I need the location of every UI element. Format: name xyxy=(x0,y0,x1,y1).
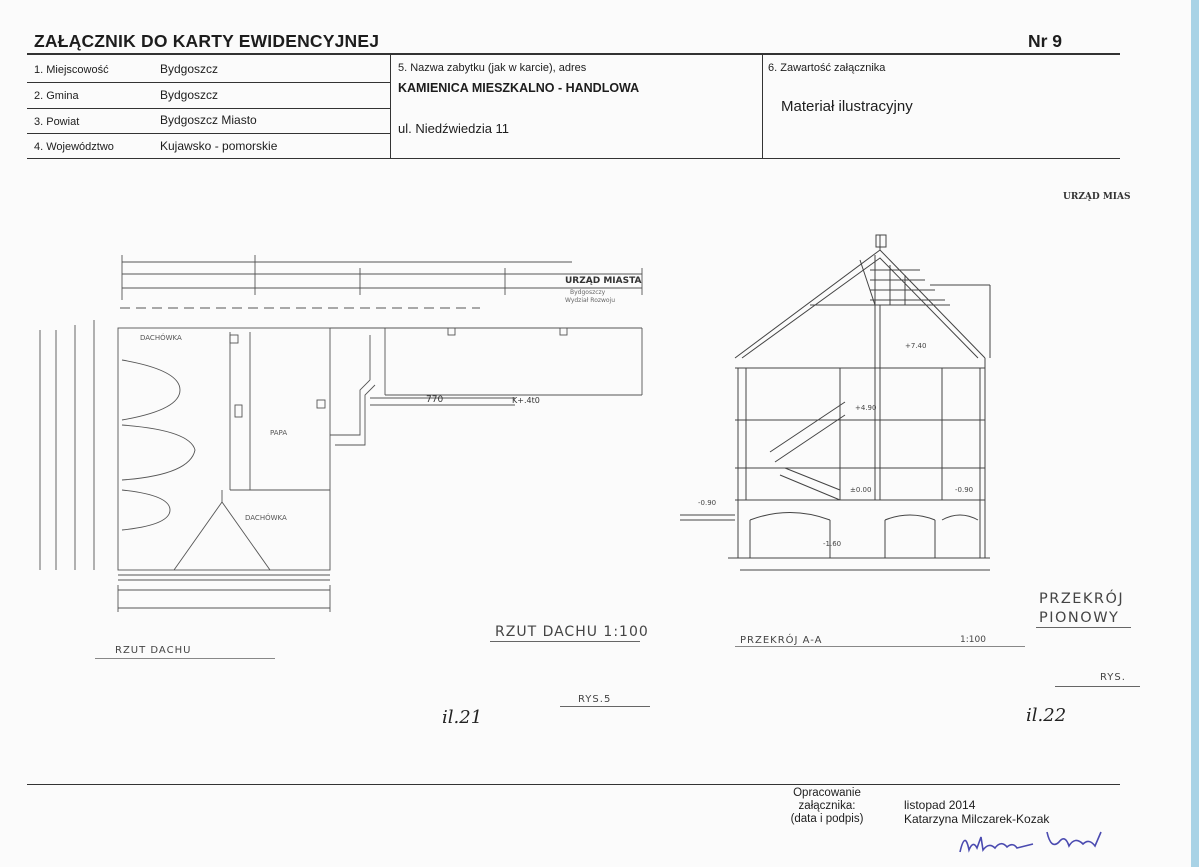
row-divider-1 xyxy=(27,82,390,83)
section-label-rule xyxy=(735,646,1025,647)
left-sheet-title: RZUT DACHU 1:100 xyxy=(495,624,649,640)
svg-text:Wydział Rozwoju: Wydział Rozwoju xyxy=(565,297,616,304)
attachment-content: Materiał ilustracyjny xyxy=(781,98,913,115)
handwritten-signature xyxy=(955,822,1115,862)
field-value-miejscowosc: Bydgoszcz xyxy=(160,62,219,76)
col-divider-1 xyxy=(390,55,391,158)
svg-text:-1.60: -1.60 xyxy=(823,540,842,548)
dim-kt: K+.4t0 xyxy=(512,396,540,405)
section-drawing xyxy=(680,230,1000,580)
right-sheet-number: RYS. xyxy=(1100,672,1126,683)
field-value-wojewodztwo: Kujawsko - pomorskie xyxy=(160,139,278,153)
left-sheet-number-rule xyxy=(560,706,650,707)
footer-author: Katarzyna Milczarek-Kozak xyxy=(904,812,1050,826)
monument-name: KAMIENICA MIESZKALNO - HANDLOWA xyxy=(398,81,640,95)
row-divider-2 xyxy=(27,108,390,109)
footer-rule xyxy=(27,784,1120,785)
section-label: PRZEKRÓJ A-A xyxy=(740,635,823,646)
illustration-number-22: il.22 xyxy=(1026,705,1067,726)
field-value-gmina: Bydgoszcz xyxy=(160,88,219,102)
left-bottom-rule xyxy=(95,658,275,659)
svg-text:PAPA: PAPA xyxy=(270,429,288,437)
header-top-rule xyxy=(27,53,1120,55)
attachment-number: Nr 9 xyxy=(1028,31,1063,51)
field-label-miejscowosc: 1. Miejscowość xyxy=(34,64,109,76)
attachment-label: 6. Zawartość załącznika xyxy=(768,62,886,74)
left-sheet-title-rule xyxy=(490,641,640,642)
right-sheet-number-rule xyxy=(1055,686,1140,687)
svg-text:DACHÓWKA: DACHÓWKA xyxy=(140,334,182,342)
page-title: ZAŁĄCZNIK DO KARTY EWIDENCYJNEJ xyxy=(34,31,380,51)
svg-text:DACHÓWKA: DACHÓWKA xyxy=(245,514,287,522)
svg-text:Bydgoszczy: Bydgoszczy xyxy=(570,289,606,296)
stamp-title: URZĄD MIASTA xyxy=(565,276,642,286)
row-divider-3 xyxy=(27,133,390,134)
dim-770: 770 xyxy=(426,395,444,405)
section-scale: 1:100 xyxy=(960,635,986,645)
field-label-gmina: 2. Gmina xyxy=(34,90,79,102)
illustration-number-21: il.21 xyxy=(442,707,483,728)
field-label-powiat: 3. Powiat xyxy=(34,116,80,128)
svg-text:±0.00: ±0.00 xyxy=(850,486,872,494)
left-bottom-label: RZUT DACHU xyxy=(115,645,192,656)
roof-plan-drawing xyxy=(30,240,670,740)
svg-text:-0.90: -0.90 xyxy=(698,499,717,507)
left-sheet-number: RYS.5 xyxy=(578,694,612,705)
right-sheet-title: PRZEKRÓJ PIONOWY xyxy=(1039,591,1125,626)
svg-text:+4.90: +4.90 xyxy=(855,404,877,412)
scan-edge xyxy=(1191,0,1199,867)
footer-label: Opracowanie załącznika: (data i podpis) xyxy=(790,787,864,825)
right-sheet-title-rule xyxy=(1036,627,1131,628)
monument-address: ul. Niedźwiedzia 11 xyxy=(398,121,510,136)
city-office-stamp xyxy=(565,276,642,304)
right-stamp-title: URZĄD MIAS xyxy=(1063,192,1131,202)
field-label-wojewodztwo: 4. Województwo xyxy=(34,141,114,153)
monument-label: 5. Nazwa zabytku (jak w karcie), adres xyxy=(398,62,587,74)
field-value-powiat: Bydgoszcz Miasto xyxy=(160,113,257,127)
footer-date: listopad 2014 xyxy=(904,798,976,812)
col-divider-2 xyxy=(762,55,763,158)
header-bottom-rule xyxy=(27,158,1120,159)
svg-text:-0.90: -0.90 xyxy=(955,486,974,494)
svg-text:+7.40: +7.40 xyxy=(905,342,927,350)
